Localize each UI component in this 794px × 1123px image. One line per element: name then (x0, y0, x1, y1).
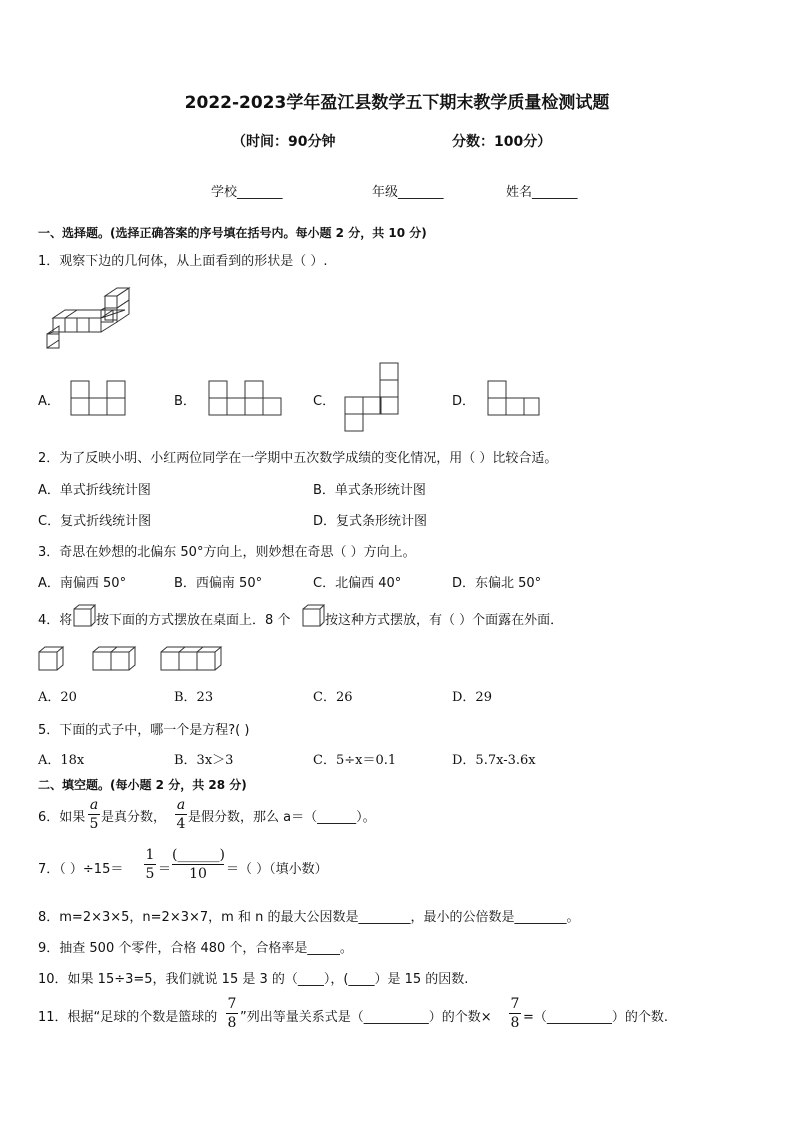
q6-fraction-1 (88, 797, 100, 832)
q6-text-part2: 是真分数， (101, 810, 167, 825)
q2-option-c[interactable]: C．复式折线统计图 (38, 514, 152, 529)
section1-title: 一、选择题。(选择正确答案的序号填在括号内。每小题 2 分，共 10 分) (38, 226, 427, 240)
q10-text: 10．如果 15÷3=5，我们就说 15 是 3 的（____），(____）是 15 的因数. (38, 972, 469, 987)
q5-option-b[interactable]: B．3x＞3 (174, 753, 234, 768)
name-field: 姓名_______ (506, 185, 578, 200)
q6-fraction-1-denominator: 5 (89, 816, 99, 832)
q4-cube-arrangement-3 (160, 646, 222, 672)
q3-option-a[interactable]: A．南偏西 50° (38, 576, 127, 591)
q7-fraction-2 (172, 847, 224, 882)
q11-text-part2: ”列出等量关系式是（__________）的个数× (240, 1010, 492, 1025)
q4-cube-icon-2 (302, 604, 326, 628)
q6-text-part1: 6．如果 (38, 810, 86, 825)
q7-fraction-2-numerator: (______) (172, 847, 225, 863)
q6-text-part3: 是假分数，那么 a＝（______）。 (188, 810, 376, 825)
exam-score: 分数：100分） (452, 134, 552, 150)
q1-option-a-shape[interactable] (70, 380, 126, 416)
q7-text-part1: 7．（ ）÷15＝ (38, 862, 124, 877)
q2-text: 2．为了反映小明、小红两位同学在一学期中五次数学成绩的变化情况，用（ ）比较合适。 (38, 451, 558, 466)
q9-text: 9．抽查 500 个零件，合格 480 个，合格率是_____。 (38, 941, 353, 956)
q4-option-d[interactable]: D．29 (452, 690, 492, 705)
q3-option-d[interactable]: D．东偏北 50° (452, 576, 542, 591)
q8-text: 8．m=2×3×5，n=2×3×7，m 和 n 的最大公因数是________，最小的公倍数是________。 (38, 910, 580, 925)
q3-text: 3．奇思在妙想的北偏东 50°方向上，则妙想在奇思（ ）方向上。 (38, 545, 416, 560)
q4-cube-icon (73, 604, 97, 628)
q7-fraction-1-denominator: 5 (145, 866, 155, 882)
q1-option-d-shape[interactable] (487, 380, 543, 416)
school-field: 学校_______ (211, 185, 283, 200)
exam-time: （时间：90分钟 (232, 134, 336, 150)
q3-option-c[interactable]: C．北偏西 40° (313, 576, 402, 591)
q4-option-c[interactable]: C．26 (313, 690, 353, 705)
q5-option-d[interactable]: D．5.7x-3.6x (452, 753, 536, 768)
q4-cube-arrangement-1 (38, 646, 66, 672)
q7-fraction-2-denominator: 10 (189, 866, 207, 882)
q1-option-d-label[interactable]: D． (452, 394, 476, 409)
q2-option-d[interactable]: D．复式条形统计图 (313, 514, 428, 529)
q2-option-b[interactable]: B．单式条形统计图 (313, 483, 426, 498)
q7-fraction-1-numerator: 1 (145, 847, 155, 863)
grade-field: 年级_______ (372, 185, 444, 200)
q6-fraction-2-numerator: a (176, 797, 186, 813)
q6-fraction-2 (175, 797, 187, 832)
q4-text-part1: 4．将 (38, 613, 73, 628)
q5-text: 5．下面的式子中，哪一个是方程?( ) (38, 723, 250, 738)
q7-fraction-1 (144, 847, 156, 882)
q3-option-b[interactable]: B．西偏南 50° (174, 576, 263, 591)
q5-option-c[interactable]: C．5÷x＝0.1 (313, 753, 397, 768)
q4-text-part2: 按下面的方式摆放在桌面上．8 个 (96, 613, 291, 628)
q5-option-a[interactable]: A．18x (38, 753, 85, 768)
q1-solid-figure (45, 286, 135, 350)
q11-fraction-1 (226, 996, 238, 1031)
q11-text-part3: =（__________）的个数. (523, 1010, 669, 1025)
q11-fraction-2 (509, 996, 521, 1031)
q11-fraction-2-numerator: 7 (510, 996, 520, 1012)
q4-cube-arrangement-2 (92, 646, 136, 672)
q1-option-b-label[interactable]: B． (174, 394, 196, 409)
q1-text: 1．观察下边的几何体，从上面看到的形状是（ ）. (38, 254, 328, 269)
q11-text-part1: 11．根据“足球的个数是篮球的 (38, 1010, 218, 1025)
q1-option-c-label[interactable]: C． (313, 394, 336, 409)
q7-text-part3: ＝（ ）（填小数） (226, 862, 328, 877)
q2-option-a[interactable]: A．单式折线统计图 (38, 483, 151, 498)
section2-title: 二、填空题。(每小题 2 分，共 28 分) (38, 778, 247, 792)
q1-option-a-label[interactable]: A． (38, 394, 60, 409)
q1-option-b-shape[interactable] (208, 380, 282, 416)
q11-fraction-2-denominator: 8 (510, 1015, 520, 1031)
q4-option-b[interactable]: B．23 (174, 690, 214, 705)
page-title: 2022-2023学年盈江县数学五下期末教学质量检测试题 (184, 93, 610, 113)
q4-text-part3: 按这种方式摆放，有（ ）个面露在外面． (325, 613, 564, 628)
q6-fraction-1-numerator: a (89, 797, 99, 813)
q11-fraction-1-denominator: 8 (227, 1015, 237, 1031)
q1-option-c-shape[interactable] (344, 362, 400, 432)
q6-fraction-2-denominator: 4 (176, 816, 186, 832)
q11-fraction-1-numerator: 7 (227, 996, 237, 1012)
q7-text-part2: ＝ (158, 862, 172, 877)
q4-option-a[interactable]: A．20 (38, 690, 77, 705)
